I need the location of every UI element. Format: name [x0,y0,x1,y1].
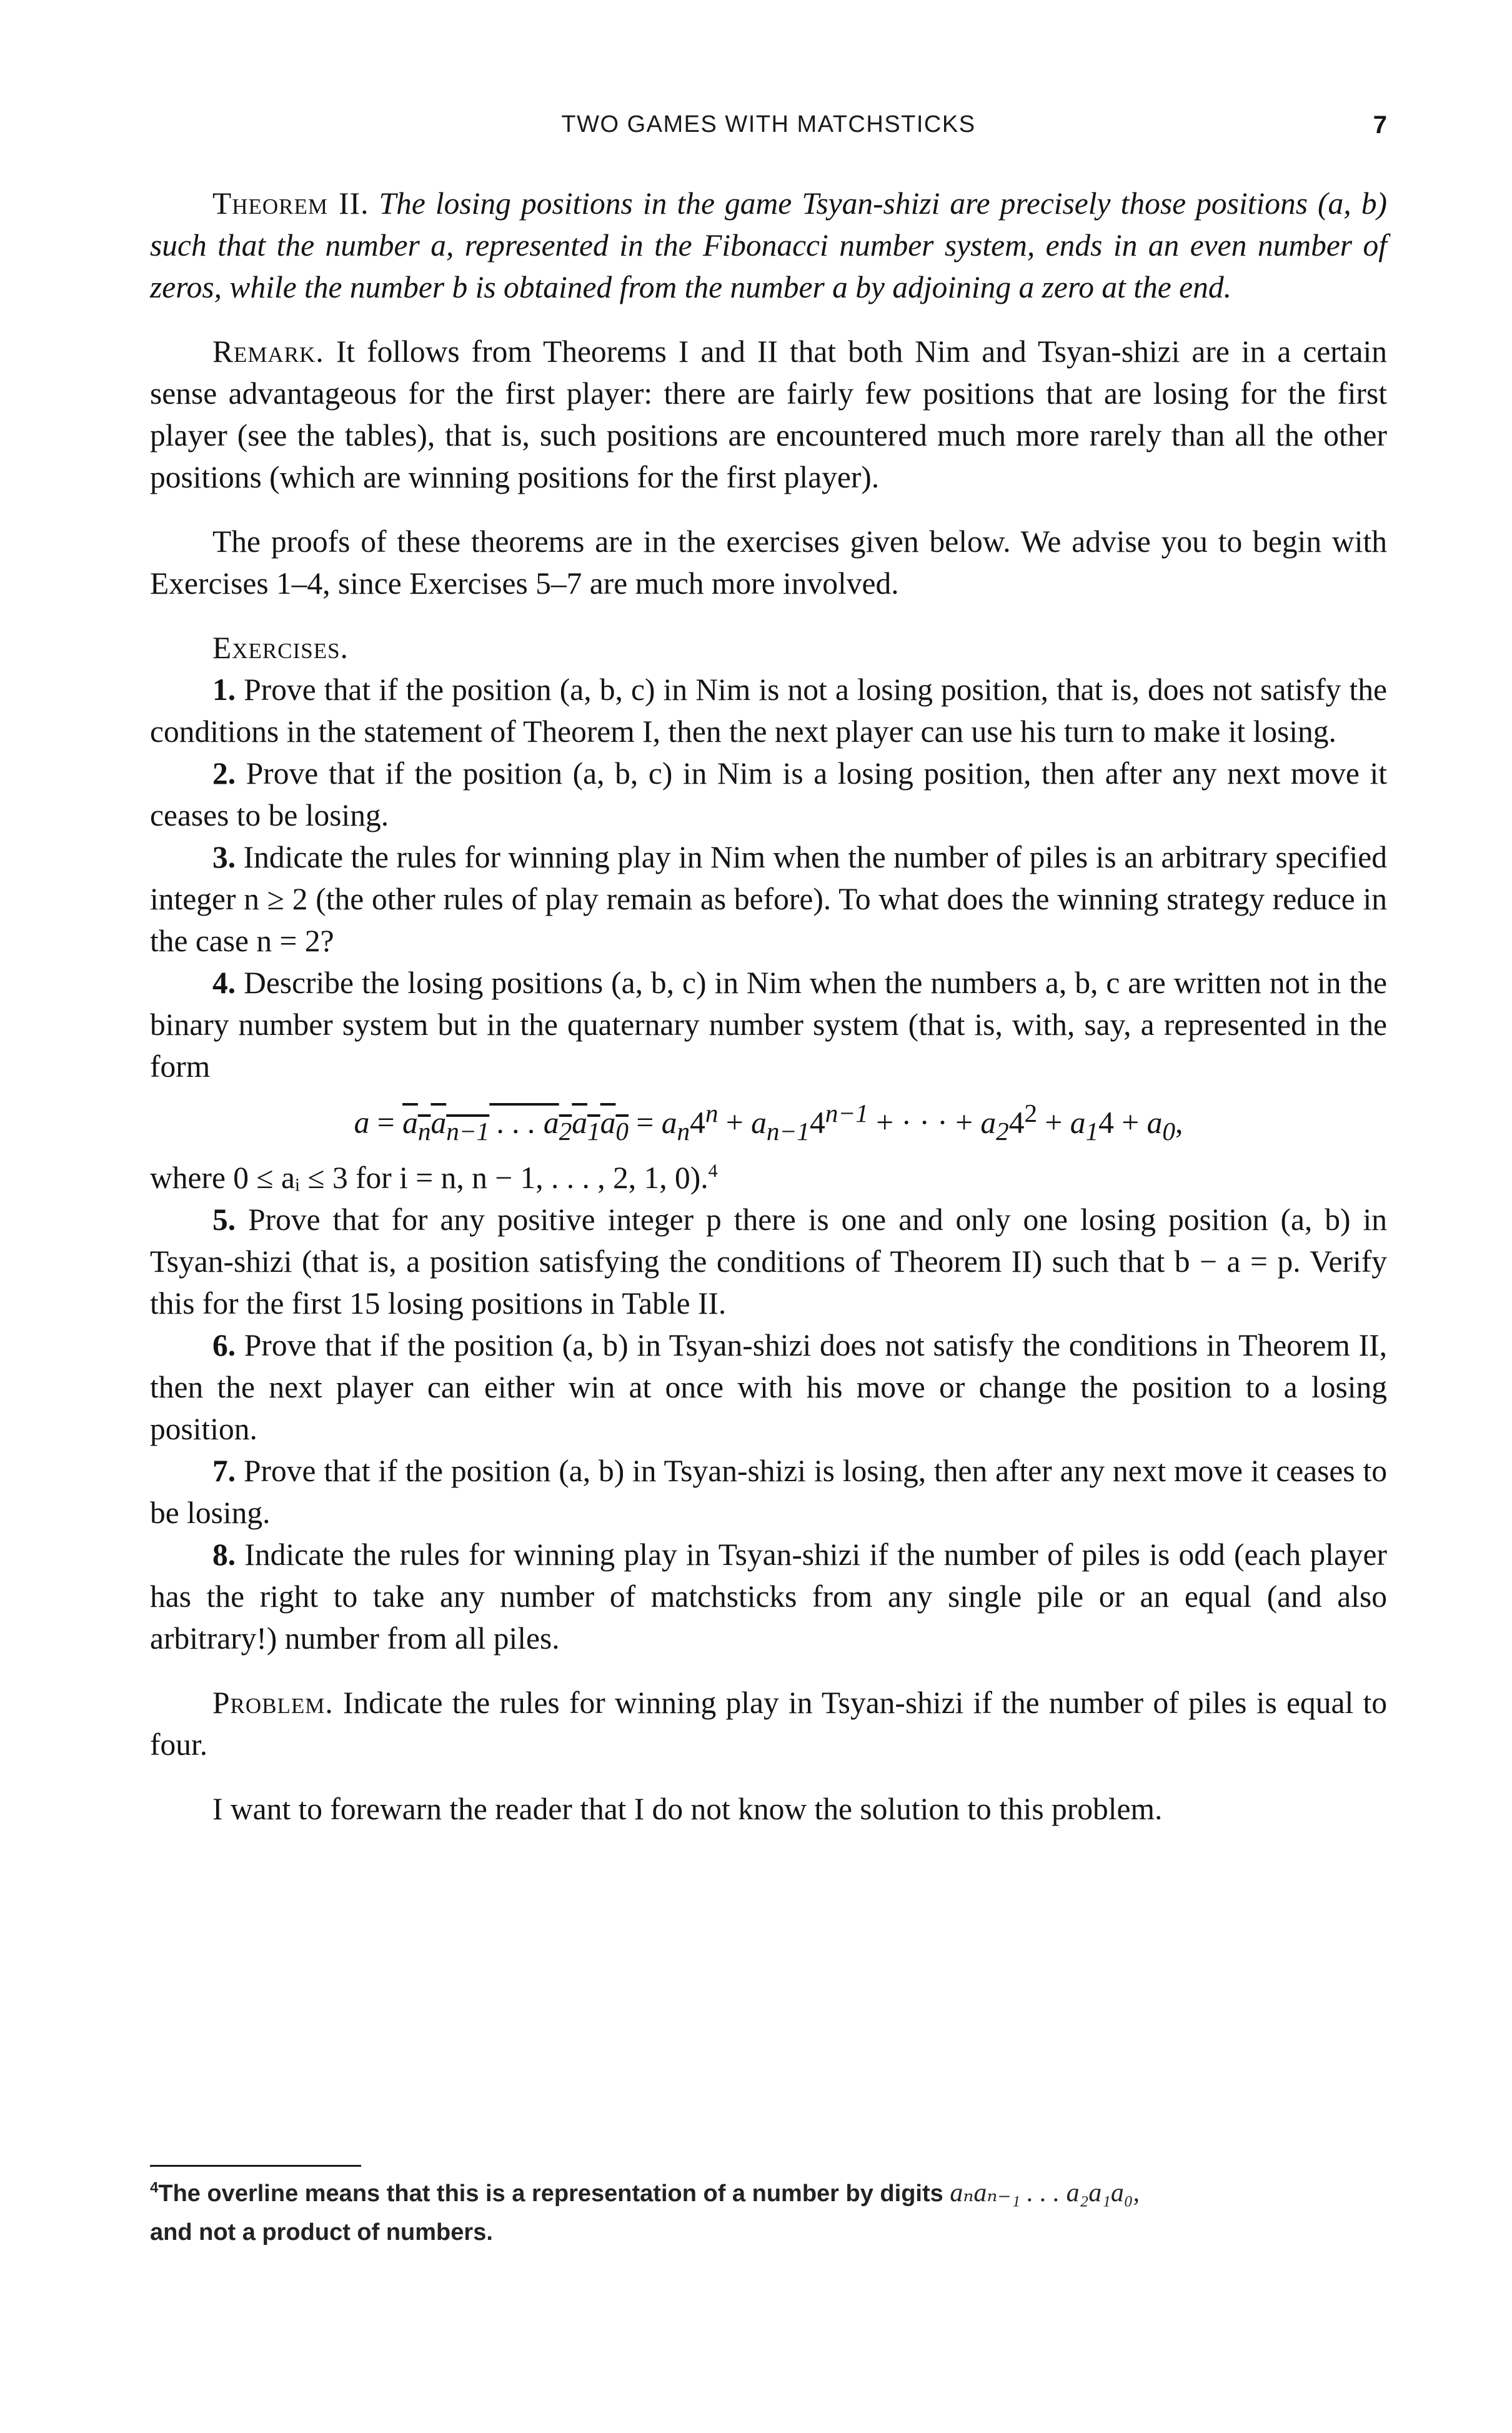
exercise-text: Prove that for any positive integer p there is one and only one losing position (a, b) in Tsyan-shizi (that is, a position satisfying the conditions of Theorem II) such that b − a = p. Verify this for the first 15 losing positions in Table II. [150,1202,1387,1321]
body-text [150,182,1387,1830]
exercise-number: 3. [212,840,236,874]
exercise-text: Prove that if the position (a, b, c) in Nim is a losing position, then after any next move it ceases to be losing. [150,756,1387,832]
remark-label: Remark. [212,334,324,369]
exercise-number: 7. [212,1454,236,1489]
exercise-3 [150,836,1387,962]
exercise-text: Prove that if the position (a, b) in Tsyan-shizi is losing, then after any next move it ceases to be losing. [150,1454,1388,1531]
footnote-marker: 4 [150,2179,159,2196]
exercise-text: Indicate the rules for winning play in Tsyan-shizi if the number of piles is odd (each player has the right to take any number of matchsticks from any single pile or an equal (and also arbitrary!) number from all piles. [150,1537,1388,1656]
closing-paragraph: I want to forewarn the reader that I do not know the solution to this problem. [212,1792,1163,1827]
exercise-text: Prove that if the position (a, b) in Tsyan-shizi does not satisfy the conditions in Theorem II, then the next player can either win at once with his move or change the position to a losing position. [150,1328,1388,1447]
exercise-1 [150,669,1387,752]
exercise-text: Describe the losing positions (a, b, c) in Nim when the numbers a, b, c are written not in the binary number system but in the quaternary number system (that is, with, say, a represented in the form [150,966,1387,1084]
problem-label: Problem. [212,1686,334,1721]
footnote-rule [150,2165,361,2167]
exercise-2 [150,752,1387,836]
quaternary-formula: $a = a_na_{n-1}$ . . . $a_2a_1a_0 = a_n4^n + a_{n-1}4^{n-1}$ + · · · + $a_24^2 + a_14 + a_0$, [354,1099,1183,1146]
footnote-text: The overline means that this is a representation of a number by digits [158,2181,943,2207]
proofs-note: The proofs of these theorems are in the exercises given below. We advise you to begin with Exercises 1–4, since Exercises 5–7 are much more involved. [150,524,1387,601]
running-head [150,111,1387,149]
exercise-number: 1. [212,672,236,707]
exercise-number: 5. [212,1202,236,1237]
theorem-paragraph [150,182,1387,308]
remark-text: It follows from Theorems I and II that both Nim and Tsyan-shizi are in a certain sense advantageous for the first player: there are fairly few positions that are losing for the first player (see the tables), that is, such positions are encountered much more rarely than all the other positions (which are winning positions for the first player). [150,334,1387,494]
page-number: 7 [1373,111,1387,139]
exercise-8 [150,1534,1387,1659]
exercise-number: 6. [212,1328,236,1363]
exercise-4 [150,962,1387,1087]
footnote-text-tail: and not a product of numbers. [150,2219,493,2246]
footnote [150,2174,1387,2252]
exercise-text: Indicate the rules for winning play in Nim when the number of piles is an arbitrary specified integer n ≥ 2 (the other rules of play remain as before). To what does the winning strategy reduce in the case n = 2? [150,840,1388,958]
exercise-7 [150,1450,1387,1534]
exercise-number: 2. [212,756,236,791]
footnote-digits: aₙaₙ₋₁ . . . a₂a₁a₀, [950,2179,1140,2207]
exercise-number: 4. [212,966,236,1000]
problem-text: Indicate the rules for winning play in Tsyan-shizi if the number of piles is equal to four. [150,1686,1387,1762]
problem-paragraph [150,1682,1387,1766]
remark-paragraph [150,331,1387,498]
exercise-5 [150,1199,1387,1324]
exercise-number: 8. [212,1537,236,1572]
exercise-text: Prove that if the position (a, b, c) in Nim is not a losing position, that is, does not satisfy the conditions in the statement of Theorem I, then the next player can use his turn to make it losing. [150,672,1387,749]
exercises-heading: Exercises. [212,631,349,665]
footnote-reference: 4 [708,1161,718,1182]
theorem-statement: The losing positions in the game Tsyan-shizi are precisely those positions (a, b) such that the number a, represented in the Fibonacci number system, ends in an even number of zeros, while the number b is obtained from the number a by adjoining a zero at the end. [150,186,1387,304]
running-title: TWO GAMES WITH MATCHSTICKS [561,111,976,137]
formula-tail: where 0 ≤ aᵢ ≤ 3 for i = n, n − 1, . . . , 2, 1, 0).$^4$ [150,1161,718,1196]
exercise-6 [150,1324,1387,1450]
theorem-label: Theorem II. [212,186,369,221]
